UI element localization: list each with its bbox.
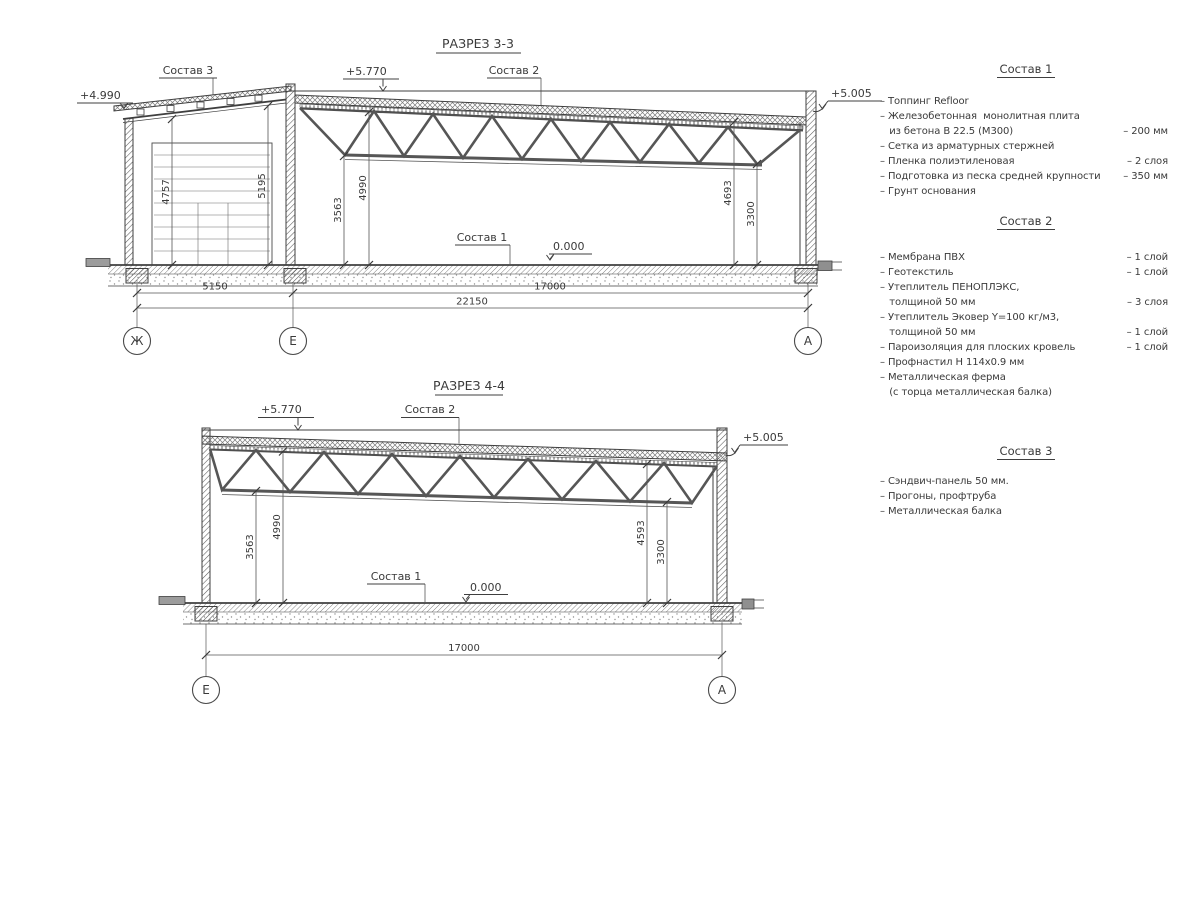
level-mark-5005 — [813, 87, 882, 112]
legend-item — [880, 139, 1172, 154]
legend-item-value — [1168, 504, 1172, 519]
dim-4990: 4990 — [358, 175, 369, 201]
legend-item-value: – 350 мм — [1123, 171, 1168, 182]
legend-item-value — [1168, 489, 1172, 504]
svg-text:Состав 1: Состав 1 — [456, 231, 508, 244]
legend-item — [880, 385, 1172, 400]
legend-item-value: – 1 слой — [1126, 342, 1168, 353]
dim-5195: 5195 — [257, 173, 268, 199]
legend-sostav2 — [880, 210, 1172, 400]
foundation-block — [195, 607, 217, 622]
legend-item — [880, 124, 1172, 139]
legend-item — [880, 169, 1172, 184]
legend-sostav3-rows — [880, 474, 1172, 519]
svg-text:Состав 2: Состав 2 — [404, 403, 456, 416]
section-44-title: РАЗРЕЗ 4-4 — [433, 378, 505, 393]
legend-item-value: – 200 мм — [1123, 126, 1168, 137]
legend-item-value — [1168, 385, 1172, 400]
legend-item-value — [1168, 370, 1172, 385]
legend-item-value: – 1 слой — [1126, 327, 1168, 338]
dim-3300-44: 3300 — [656, 539, 667, 565]
foundation-block — [795, 269, 817, 284]
purlin — [255, 95, 262, 101]
legend-item — [880, 265, 1172, 280]
legend-item — [880, 504, 1172, 519]
dim-4757: 4757 — [161, 179, 172, 205]
section-44 — [159, 378, 788, 704]
legend-sostav1 — [880, 58, 1172, 199]
floor-stub-right — [818, 261, 832, 271]
legend-item-value: – 1 слой — [1126, 252, 1168, 263]
vertical-dims-44 — [252, 448, 671, 608]
legend-item — [880, 295, 1172, 310]
legend-sostav1-title: Состав 1 — [997, 62, 1056, 78]
dim-4693: 4693 — [723, 180, 734, 206]
legend-item — [880, 474, 1172, 489]
legend-item-value — [1168, 355, 1172, 370]
dim-17000-s44: 17000 — [448, 643, 480, 654]
legend-item-text: (с торца металлическая балка) — [880, 387, 1052, 398]
horizontal-dims — [133, 282, 812, 329]
legend-item-value — [1168, 139, 1172, 154]
legend-item — [880, 109, 1172, 124]
axis-a-s33: А — [803, 334, 813, 348]
svg-text:+4.990: +4.990 — [80, 89, 121, 102]
callout-sostav1 — [455, 231, 510, 264]
callout-sostav1-44 — [367, 570, 425, 602]
svg-text:Состав 1: Состав 1 — [370, 570, 422, 583]
dim-17000-s33: 17000 — [534, 281, 566, 293]
legend-item-text: – Геотекстиль — [880, 267, 954, 278]
legend-sostav2-title-wrap — [880, 210, 1172, 230]
dim-3563-44: 3563 — [245, 534, 256, 560]
axis-bubbles-s33 — [124, 328, 822, 355]
purlin — [137, 109, 144, 115]
callout-sostav3 — [159, 64, 217, 95]
legend-item-text: – Сетка из арматурных стержней — [880, 141, 1055, 152]
svg-text:Состав 3: Состав 3 — [162, 64, 214, 77]
floor-stub-right-44 — [742, 599, 754, 609]
foundation-block — [711, 607, 733, 622]
legend-item-value — [1168, 109, 1172, 124]
legend-item-value — [1168, 94, 1172, 109]
legend-item-text: – Грунт основания — [880, 186, 976, 197]
level-mark-5770 — [343, 65, 399, 91]
legend-item — [880, 94, 1172, 109]
legend-item-value: – 2 слоя — [1127, 156, 1168, 167]
legend-item-text: – Утеплитель Эковер Y=100 кг/м3, — [880, 312, 1060, 323]
wall-axis-a — [806, 91, 816, 265]
floor-stub-left-44 — [159, 597, 185, 605]
level-mark-5005-44 — [726, 431, 788, 456]
dim-3563: 3563 — [333, 197, 344, 223]
legend-sostav3 — [880, 440, 1172, 519]
legend-item — [880, 280, 1172, 295]
level-mark-zero — [547, 240, 593, 260]
wall-axis-e-44 — [202, 428, 210, 603]
svg-text:Состав 2: Состав 2 — [488, 64, 540, 77]
section-33 — [77, 36, 882, 355]
axis-zh: Ж — [130, 334, 144, 348]
legend-item — [880, 250, 1172, 265]
legend-item-text: – Сэндвич-панель 50 мм. — [880, 476, 1009, 487]
legend-sostav1-rows — [880, 94, 1172, 199]
horizontal-dims-44 — [202, 624, 726, 678]
purlin — [197, 102, 204, 108]
legend-item-text: толщиной 50 мм — [880, 297, 976, 308]
legend-item-text: – Железобетонная монолитная плита — [880, 111, 1080, 122]
legend-item-text: – Пароизоляция для плоских кровель — [880, 342, 1076, 353]
svg-text:+5.770: +5.770 — [261, 403, 302, 416]
legend-item-text: – Топпинг Refloor — [880, 96, 969, 107]
axis-bubbles-s44 — [193, 677, 736, 704]
legend-item — [880, 154, 1172, 169]
legend-item-text: – Пленка полиэтиленовая — [880, 156, 1015, 167]
legend-sostav2-rows — [880, 250, 1172, 400]
legend-item — [880, 310, 1172, 325]
legend-item-value — [1168, 184, 1172, 199]
svg-text:0.000: 0.000 — [553, 240, 585, 253]
foundation-block — [284, 269, 306, 284]
wall-axis-zh — [125, 118, 133, 265]
svg-text:+5.770: +5.770 — [346, 65, 387, 78]
legend-sostav2-title: Состав 2 — [997, 214, 1056, 230]
axis-a-s44: А — [717, 683, 727, 697]
section-33-title: РАЗРЕЗ 3-3 — [442, 36, 514, 51]
legend-item — [880, 325, 1172, 340]
legend-sostav3-title: Состав 3 — [997, 444, 1056, 460]
legend-item-text: из бетона В 22.5 (М300) — [880, 126, 1014, 137]
legend-item-text: – Металлическая балка — [880, 506, 1002, 517]
legend-item-text: – Прогоны, профтруба — [880, 491, 997, 502]
axis-e-s33: Е — [289, 334, 297, 348]
legend-item-text: – Утеплитель ПЕНОПЛЭКС, — [880, 282, 1020, 293]
floor-slab-44 — [159, 597, 764, 625]
legend-item-value — [1168, 310, 1172, 325]
callout-sostav2-44 — [401, 403, 459, 444]
callout-sostav2 — [487, 64, 541, 105]
dim-5150: 5150 — [202, 281, 228, 293]
svg-text:+5.005: +5.005 — [743, 431, 784, 444]
legend-item-value: – 3 слоя — [1127, 297, 1168, 308]
legend-sostav3-title-wrap — [880, 440, 1172, 460]
legend-item-text: – Металлическая ферма — [880, 372, 1006, 383]
legend-item-value — [1168, 474, 1172, 489]
dim-4990-44: 4990 — [272, 514, 283, 540]
legend-item-text: толщиной 50 мм — [880, 327, 976, 338]
legend-item — [880, 370, 1172, 385]
legend-item — [880, 355, 1172, 370]
floor-slab — [86, 259, 842, 287]
legend-item-value: – 1 слой — [1126, 267, 1168, 278]
dim-3300: 3300 — [746, 201, 757, 227]
svg-text:0.000: 0.000 — [470, 581, 502, 594]
purlin — [167, 106, 174, 112]
dim-4593: 4593 — [636, 520, 647, 546]
svg-text:+5.005: +5.005 — [831, 87, 872, 100]
legend-item-value — [1168, 280, 1172, 295]
legend-item-text: – Профнастил Н 114х0.9 мм — [880, 357, 1025, 368]
axis-e-s44: Е — [202, 683, 210, 697]
foundation-block — [126, 269, 148, 284]
level-mark-5770-44 — [258, 403, 314, 430]
legend-sostav1-title-wrap — [880, 58, 1172, 78]
legend-item-text: – Подготовка из песка средней крупности — [880, 171, 1101, 182]
legend-item — [880, 184, 1172, 199]
annex-roof — [114, 86, 291, 123]
wall-axis-e — [286, 84, 295, 265]
dim-22150: 22150 — [456, 296, 488, 308]
legend-item-text: – Мембрана ПВХ — [880, 252, 965, 263]
level-mark-zero-44 — [463, 581, 509, 602]
purlin — [227, 99, 234, 105]
legend-item — [880, 489, 1172, 504]
floor-stub-left — [86, 259, 110, 267]
legend-item — [880, 340, 1172, 355]
